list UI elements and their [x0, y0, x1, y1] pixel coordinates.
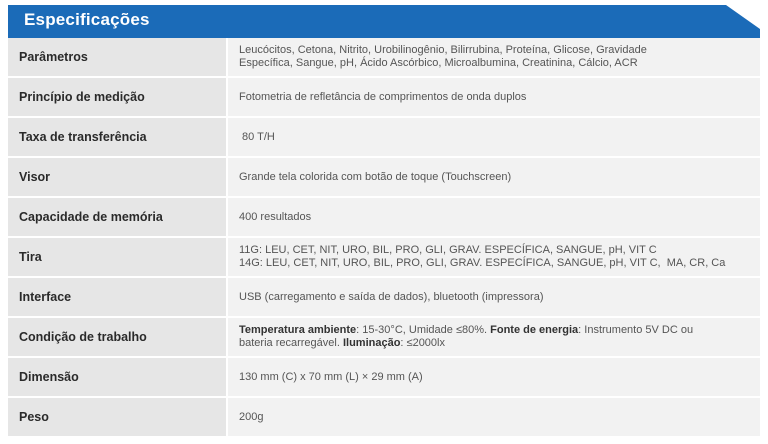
value-line: 14G: LEU, CET, NIT, URO, BIL, PRO, GLI, GRAV. ESPECÍFICA, SANGUE, pH, VIT C, MA, CR, Ca	[239, 257, 726, 269]
table-row	[8, 38, 760, 76]
table-row	[8, 318, 760, 356]
row-label: Condição de trabalho	[8, 318, 226, 356]
table-row	[8, 238, 760, 276]
value-line	[239, 324, 750, 337]
illumination-text: : ≤2000lx	[400, 337, 445, 349]
row-label: Peso	[8, 398, 226, 436]
value-line: 200g	[239, 410, 264, 423]
value-line: Leucócitos, Cetona, Nitrito, Urobilinogênio, Bilirrubina, Proteína, Glicose, Gravidade	[239, 44, 647, 56]
section-title: Especificações	[24, 10, 150, 29]
row-label: Capacidade de memória	[8, 198, 226, 236]
row-value	[228, 158, 760, 196]
value-line: 80 T/H	[239, 130, 275, 143]
row-value	[228, 198, 760, 236]
battery-text: bateria recarregável.	[239, 337, 343, 349]
row-value	[228, 278, 760, 316]
power-label: Fonte de energia	[490, 324, 579, 336]
row-label: Tira	[8, 238, 226, 276]
row-label: Visor	[8, 158, 226, 196]
value-line: USB (carregamento e saída de dados), bluetooth (impressora)	[239, 290, 544, 303]
value-line: Grande tela colorida com botão de toque (Touchscreen)	[239, 170, 512, 183]
illumination-label: Iluminação	[342, 337, 401, 349]
row-value	[228, 78, 760, 116]
table-row	[8, 158, 760, 196]
temperature-text: : 15-30°C, Umidade ≤80%.	[356, 324, 491, 336]
table-row	[8, 118, 760, 156]
value-line: 11G: LEU, CET, NIT, URO, BIL, PRO, GLI, GRAV. ESPECÍFICA, SANGUE, pH, VIT C	[239, 244, 657, 256]
table-row	[8, 358, 760, 396]
table-row	[8, 198, 760, 236]
power-text: : Instrumento 5V DC ou	[578, 324, 694, 336]
row-label: Interface	[8, 278, 226, 316]
row-label: Taxa de transferência	[8, 118, 226, 156]
table-row	[8, 278, 760, 316]
row-value	[228, 118, 760, 156]
section-header	[8, 5, 760, 38]
row-value	[228, 358, 760, 396]
row-label: Princípio de medição	[8, 78, 226, 116]
row-value	[228, 38, 760, 76]
value-line: 130 mm (C) x 70 mm (L) × 29 mm (A)	[239, 370, 423, 383]
row-label: Parâmetros	[8, 38, 226, 76]
table-row	[8, 78, 760, 116]
value-line: Fotometria de refletância de comprimentos de onda duplos	[239, 90, 527, 103]
row-label: Dimensão	[8, 358, 226, 396]
value-line: Específica, Sangue, pH, Ácido Ascórbico, Microalbumina, Creatinina, Cálcio, ACR	[239, 57, 638, 69]
value-line: 400 resultados	[239, 210, 312, 223]
row-value	[228, 238, 760, 276]
temperature-label: Temperatura ambiente	[239, 324, 357, 336]
table-row	[8, 398, 760, 436]
row-value	[228, 398, 760, 436]
spec-table	[8, 38, 760, 438]
row-value	[228, 318, 760, 356]
value-line	[239, 337, 750, 350]
